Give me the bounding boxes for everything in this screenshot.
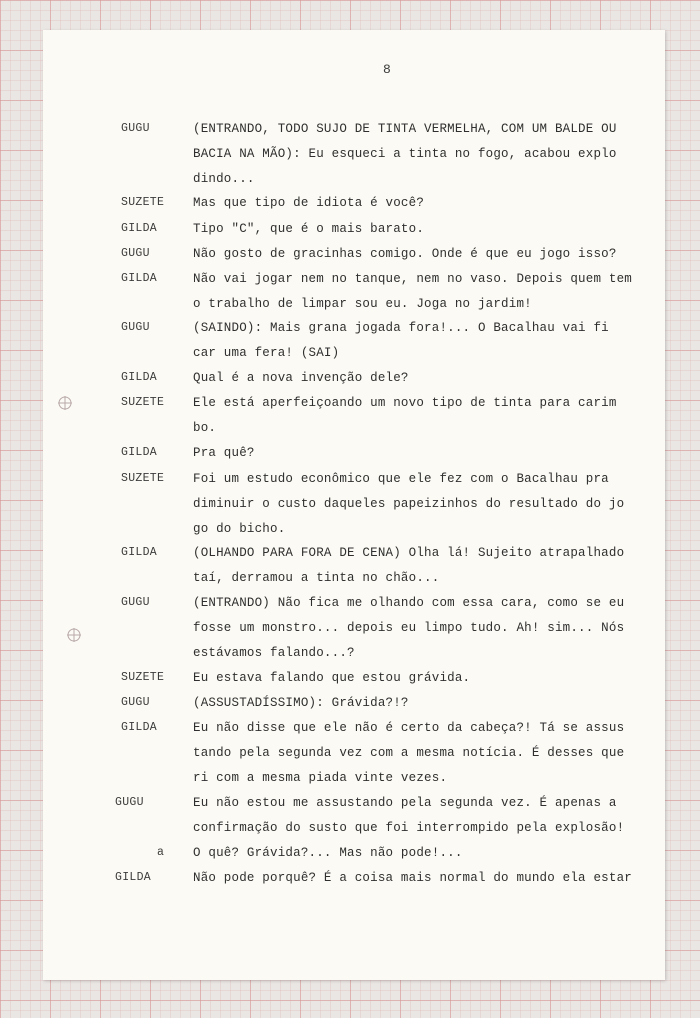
dialogue-line: Eu não estou me assustando pela segunda vez. É apenas a	[193, 796, 617, 810]
dialogue-line: (ENTRANDO, TODO SUJO DE TINTA VERMELHA, COM UM BALDE OU	[193, 122, 617, 136]
speaker-name: SUZETE	[121, 396, 165, 409]
dialogue-line: fosse um monstro... depois eu limpo tudo. Ah! sim... Nós	[193, 621, 625, 635]
dialogue-line: tando pela segunda vez com a mesma notícia. É desses que	[193, 746, 625, 760]
dialogue-line: O quê? Grávida?... Mas não pode!...	[193, 846, 463, 860]
punch-hole-icon	[66, 627, 82, 643]
dialogue-line: dindo...	[193, 172, 255, 186]
speaker-name: GUGU	[121, 321, 150, 334]
dialogue-line: car uma fera! (SAI)	[193, 346, 340, 360]
dialogue-line: (SAINDO): Mais grana jogada fora!... O Bacalhau vai fi	[193, 321, 609, 335]
dialogue-line: o trabalho de limpar sou eu. Joga no jardim!	[193, 297, 532, 311]
page-number: 8	[383, 62, 391, 77]
speaker-name: GUGU	[121, 596, 150, 609]
dialogue-line: Pra quê?	[193, 446, 255, 460]
dialogue-line: (OLHANDO PARA FORA DE CENA) Olha lá! Sujeito atrapalhado	[193, 546, 625, 560]
dialogue-line: Ele está aperfeiçoando um novo tipo de tinta para carim	[193, 396, 617, 410]
speaker-name: GUGU	[121, 247, 150, 260]
dialogue-line: Eu não disse que ele não é certo da cabeça?! Tá se assus	[193, 721, 625, 735]
typed-script-page	[43, 30, 665, 980]
speaker-name: GILDA	[121, 272, 158, 285]
dialogue-line: Não gosto de gracinhas comigo. Onde é que eu jogo isso?	[193, 247, 617, 261]
speaker-name: GUGU	[121, 122, 150, 135]
dialogue-line: Tipo "C", que é o mais barato.	[193, 222, 425, 236]
punch-hole-icon	[57, 395, 73, 411]
dialogue-line: confirmação do susto que foi interrompido pela explosão!	[193, 821, 625, 835]
speaker-name: SUZETE	[121, 671, 165, 684]
dialogue-line: (ASSUSTADÍSSIMO): Grávida?!?	[193, 696, 409, 710]
speaker-name: GILDA	[121, 546, 158, 559]
speaker-name: GILDA	[115, 871, 152, 884]
dialogue-line: taí, derramou a tinta no chão...	[193, 571, 440, 585]
speaker-name: SUZETE	[121, 472, 165, 485]
dialogue-line: bo.	[193, 421, 217, 435]
speaker-name: GUGU	[115, 796, 144, 809]
dialogue-line: estávamos falando...?	[193, 646, 355, 660]
dialogue-line: Qual é a nova invenção dele?	[193, 371, 409, 385]
speaker-name: SUZETE	[121, 196, 165, 209]
dialogue-line: Não pode porquê? É a coisa mais normal do mundo ela estar	[193, 871, 632, 885]
dialogue-line: diminuir o custo daqueles papeizinhos do resultado do jo	[193, 497, 625, 511]
speaker-name: GILDA	[121, 371, 158, 384]
dialogue-line: ri com a mesma piada vinte vezes.	[193, 771, 448, 785]
dialogue-line: Mas que tipo de idiota é você?	[193, 196, 425, 210]
dialogue-line: BACIA NA MÃO): Eu esqueci a tinta no fogo, acabou explo	[193, 147, 617, 161]
speaker-name: GUGU	[121, 696, 150, 709]
dialogue-line: go do bicho.	[193, 522, 286, 536]
speaker-name: a	[157, 846, 165, 859]
dialogue-line: Foi um estudo econômico que ele fez com o Bacalhau pra	[193, 472, 609, 486]
dialogue-line: (ENTRANDO) Não fica me olhando com essa cara, como se eu	[193, 596, 625, 610]
speaker-name: GILDA	[121, 721, 158, 734]
speaker-name: GILDA	[121, 446, 158, 459]
speaker-name: GILDA	[121, 222, 158, 235]
dialogue-line: Eu estava falando que estou grávida.	[193, 671, 471, 685]
dialogue-line: Não vai jogar nem no tanque, nem no vaso. Depois quem tem	[193, 272, 632, 286]
